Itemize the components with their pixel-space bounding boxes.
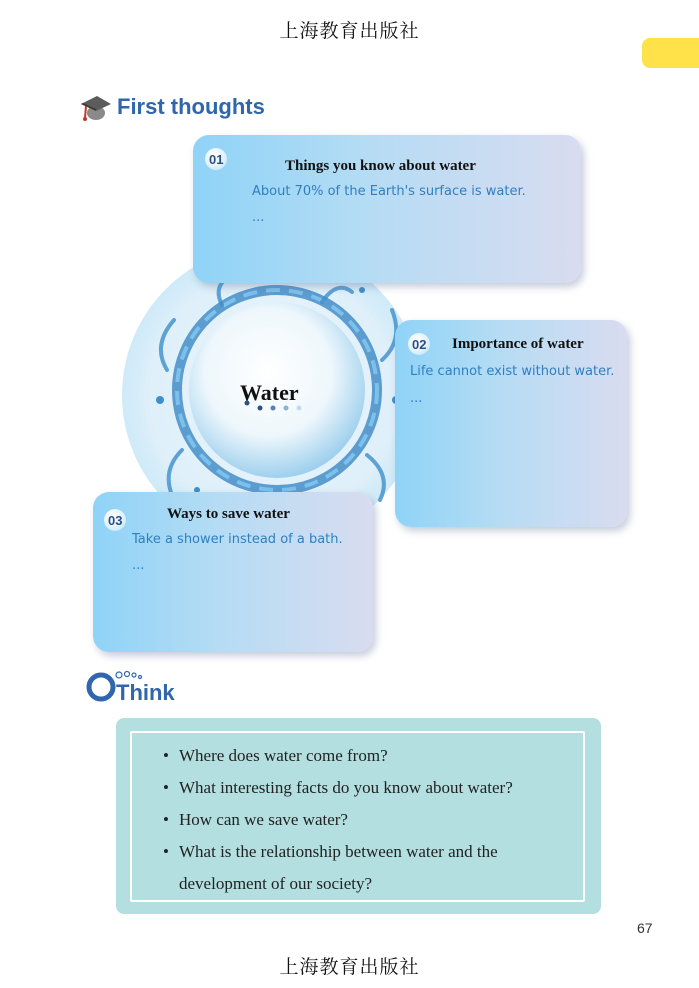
card-line: ... xyxy=(132,558,145,573)
first-thoughts-heading: First thoughts xyxy=(117,94,265,119)
think-question-list xyxy=(160,740,559,900)
card-line: ... xyxy=(410,391,423,406)
card-line: Take a shower instead of a bath. xyxy=(132,532,343,547)
card-number: 02 xyxy=(412,337,427,352)
think-question: • What is the relationship between water and the development of our society? xyxy=(160,836,559,900)
card-title: Things you know about water xyxy=(285,158,476,174)
think-question: • What interesting facts do you know about water? xyxy=(160,772,559,804)
card-title: Importance of water xyxy=(452,336,584,352)
card-line: ... xyxy=(252,210,265,225)
publisher-header: 上海教育出版社 xyxy=(279,20,420,42)
think-heading: Think xyxy=(116,680,175,705)
card-line: About 70% of the Earth's surface is water. xyxy=(252,184,526,199)
card-number: 01 xyxy=(209,152,224,167)
page-number: 67 xyxy=(637,920,653,936)
card-title: Ways to save water xyxy=(167,506,290,522)
graduation-cap-icon xyxy=(80,93,112,123)
page-tab xyxy=(642,38,699,68)
think-question: • Where does water come from? xyxy=(160,740,559,772)
publisher-footer: 上海教育出版社 xyxy=(279,956,420,978)
card-line: Life cannot exist without water. xyxy=(410,364,615,379)
think-question: • How can we save water? xyxy=(160,804,559,836)
card-number: 03 xyxy=(108,513,123,528)
water-center-label: Water xyxy=(240,380,299,405)
